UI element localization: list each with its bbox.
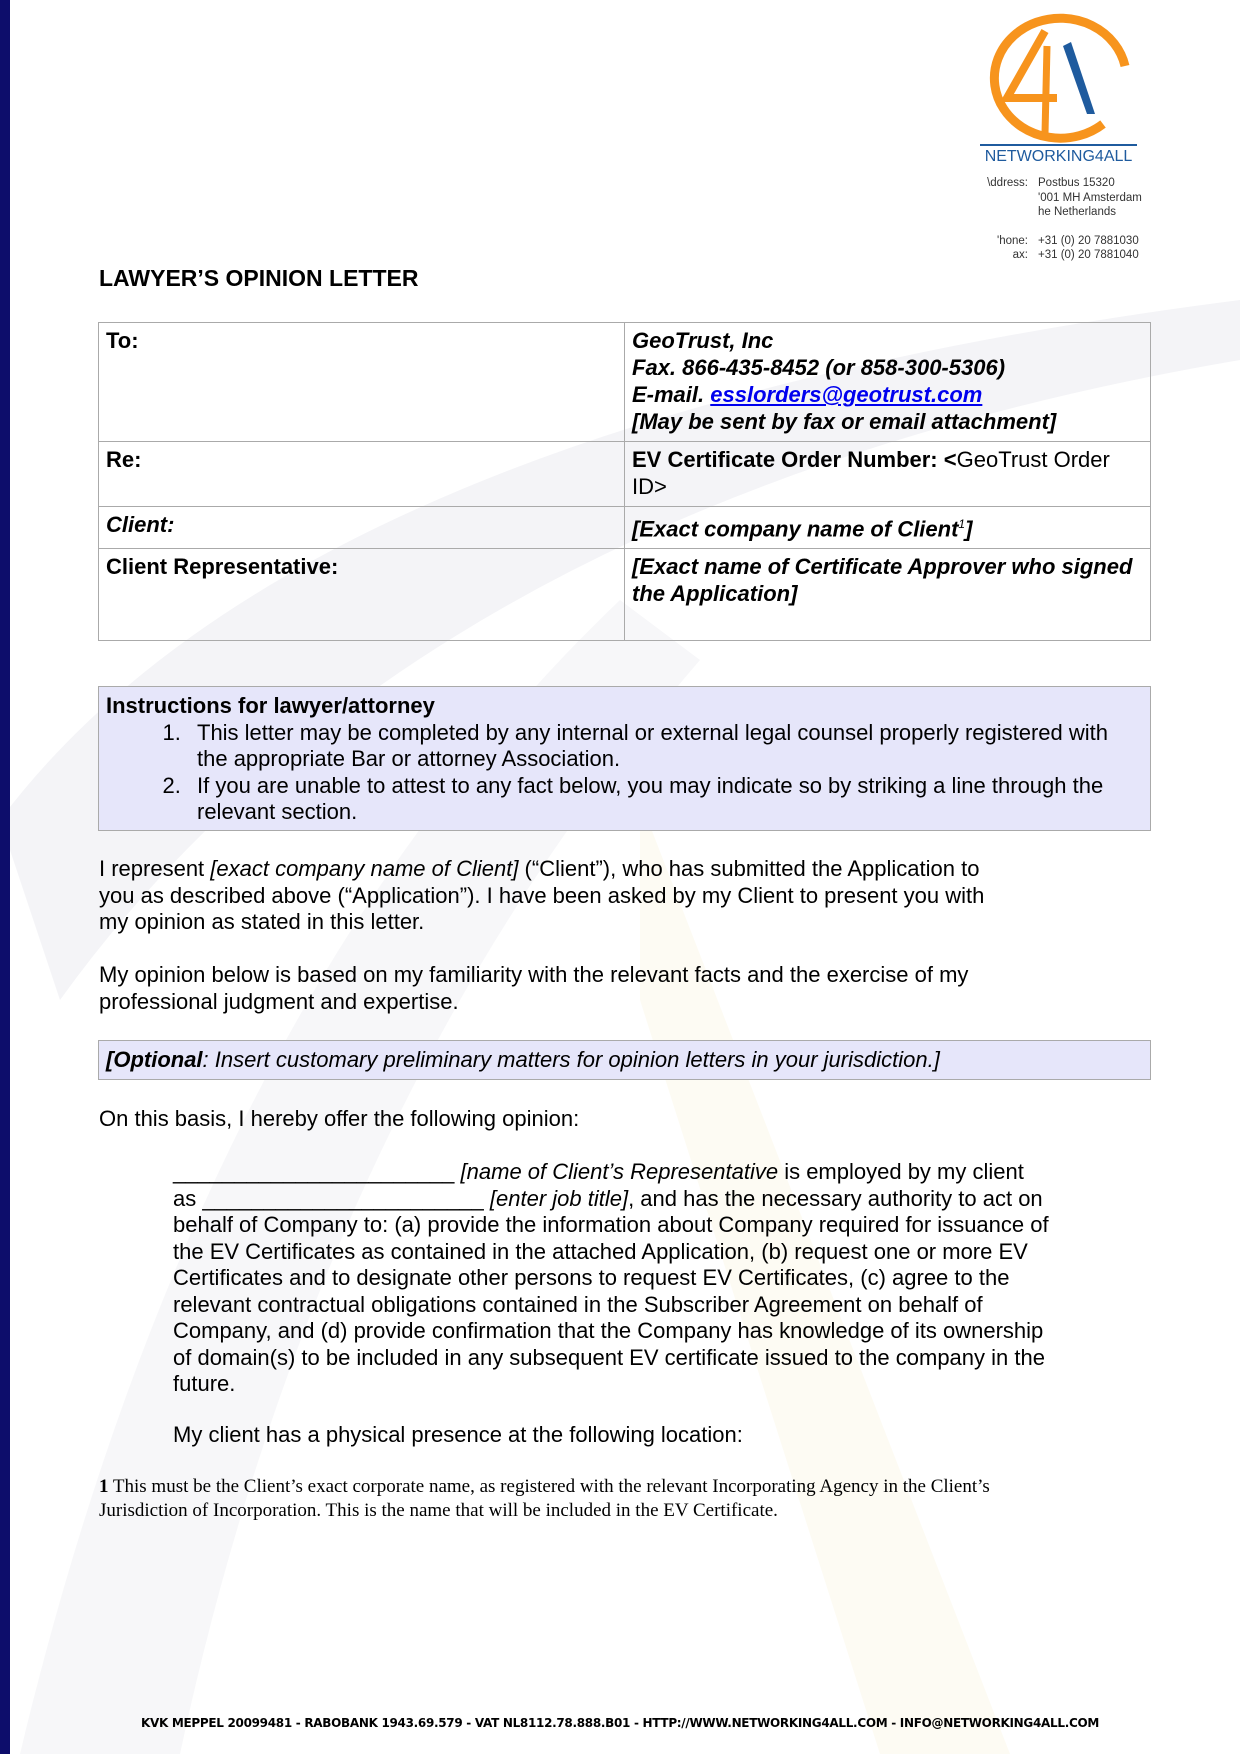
address-label: \ddress: bbox=[987, 177, 1028, 189]
footnote-text: This must be the Client’s exact corporate name, as registered with the relevant Incorporating Agency in the Client’s Jurisdiction of Incorporation. This is the name that will be included in the EV Certificate. bbox=[99, 1476, 990, 1521]
placeholder-rep: [name of Client’s Representative bbox=[460, 1159, 779, 1184]
re-value-bold: EV Certificate Order Number: < bbox=[632, 447, 957, 472]
address-line: '001 MH Amsterdam bbox=[1038, 191, 1142, 204]
to-fax: Fax. 866-435-8452 (or 858-300-5306) bbox=[632, 355, 1006, 380]
paragraph-on-this-basis: On this basis, I hereby offer the following opinion: bbox=[99, 1106, 580, 1131]
re-label: Re: bbox=[99, 442, 625, 507]
brand-name: NETWORKING4ALL bbox=[980, 144, 1137, 166]
text: I represent bbox=[99, 856, 211, 881]
client-value bbox=[625, 507, 1151, 549]
client-label: Client: bbox=[99, 507, 625, 549]
page-footer: KVK MEPPEL 20099481 - RABOBANK 1943.69.579 - VAT NL8112.78.888.B01 - HTTP://WWW.NETWORKING4ALL.COM - INFO@NETWORKING4ALL.COM bbox=[140, 1716, 1100, 1730]
networking4all-logo bbox=[985, 6, 1135, 146]
phone-label: 'hone: bbox=[997, 234, 1028, 247]
client-close: ] bbox=[965, 516, 973, 542]
fax-value: +31 (0) 20 7881040 bbox=[1038, 249, 1139, 261]
rep-label: Client Representative: bbox=[99, 549, 625, 641]
paragraph-opinion-basis: My opinion below is based on my familiarity with the relevant facts and the exercise of my professional judgment and expertise. bbox=[99, 962, 969, 1014]
re-value-text: GeoTrust Order ID> bbox=[632, 447, 1110, 499]
instruction-item: 1. This letter may be completed by any internal or external legal counsel properly registered with the appropriate Bar or attorney Association. bbox=[187, 720, 1143, 773]
to-value bbox=[625, 323, 1151, 442]
phone-value: +31 (0) 20 7881030 bbox=[1038, 234, 1139, 247]
instructions-title: Instructions for lawyer/attorney bbox=[106, 693, 435, 718]
rep-value: [Exact name of Certificate Approver who signed the Application] bbox=[625, 549, 1151, 641]
footnote-number: 1 bbox=[99, 1476, 109, 1497]
placeholder-title: [enter job title] bbox=[489, 1185, 629, 1211]
fax-label: ax: bbox=[1012, 249, 1028, 261]
email-label: E-mail. bbox=[632, 382, 711, 407]
instructions-box bbox=[98, 686, 1151, 831]
footnote bbox=[99, 1475, 999, 1523]
address-line: he Netherlands bbox=[1038, 206, 1116, 218]
text: is employed by my client as bbox=[173, 1159, 1024, 1211]
page-title: LAWYER’S OPINION LETTER bbox=[99, 265, 419, 291]
optional-label: [Optional bbox=[106, 1047, 203, 1072]
placeholder-text: [exact company name of Client] bbox=[210, 856, 519, 881]
blank-title: _______________________ bbox=[202, 1185, 490, 1211]
footnote-ref[interactable]: 1 bbox=[958, 517, 966, 531]
instruction-item: 2. If you are unable to attest to any fact below, you may indicate so by striking a line through the relevant section. bbox=[187, 773, 1143, 826]
re-value bbox=[625, 442, 1151, 507]
paragraph-location: My client has a physical presence at the following location: bbox=[173, 1422, 743, 1447]
blank-name: _______________________ bbox=[173, 1159, 461, 1184]
address-line: Postbus 15320 bbox=[1038, 177, 1115, 189]
contact-block bbox=[960, 176, 1142, 263]
paragraph-representation bbox=[99, 856, 1009, 936]
optional-text: : Insert customary preliminary matters for opinion letters in your jurisdiction.] bbox=[202, 1047, 940, 1072]
email-link[interactable]: esslorders@geotrust.com bbox=[710, 382, 983, 407]
client-value-text: [Exact company name of Client bbox=[632, 516, 959, 542]
paragraph-representative bbox=[173, 1159, 1053, 1398]
text: (“Client”), who has submitted the Application to you as described above (“Application”). I have been asked by my Client to present you with my opinion as stated in this letter. bbox=[99, 856, 985, 934]
left-accent-bar bbox=[0, 0, 10, 1754]
to-note: [May be sent by fax or email attachment] bbox=[632, 409, 1057, 434]
instructions-list bbox=[106, 720, 1143, 826]
to-label: To: bbox=[99, 323, 625, 442]
header-table bbox=[98, 322, 1151, 641]
optional-box bbox=[98, 1040, 1151, 1080]
text: , and has the necessary authority to act on behalf of Company to: (a) provide the information about Company required for issuance of the EV Certificates as contained in the attached Application, (b) request one or more EV Certificates and to designate other persons to request EV Certificates, (c) agree to the relevant contractual obligations contained in the Subscriber Agreement on behalf of Company, and (d) provide confirmation that the Company has knowledge of its ownership of domain(s) to be included in any subsequent EV certificate issued to the company in the future. bbox=[173, 1185, 1049, 1396]
to-company: GeoTrust, Inc bbox=[632, 328, 774, 353]
